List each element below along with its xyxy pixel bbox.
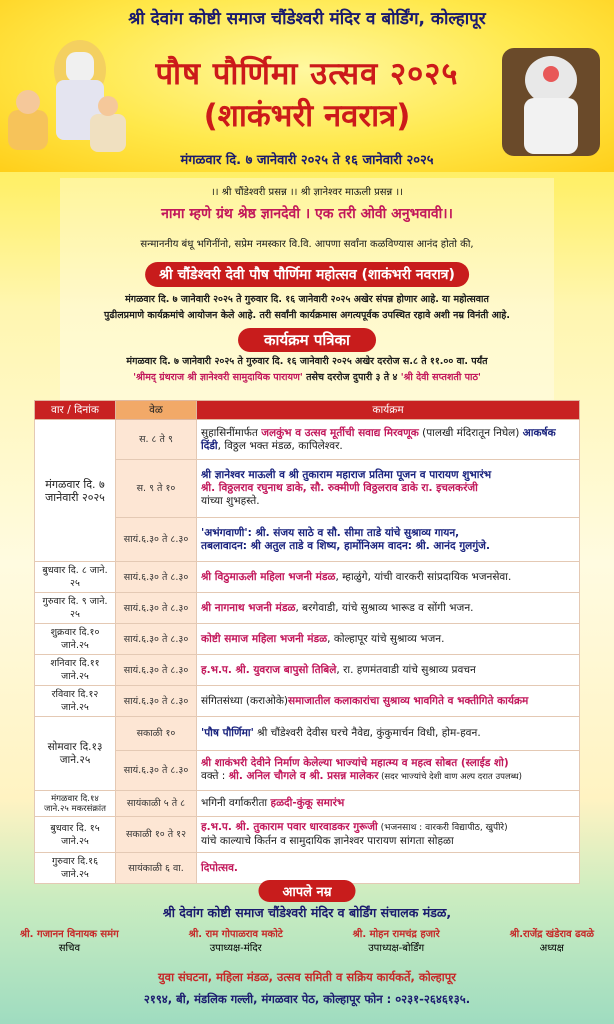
date-cell: शुक्रवार दि.१० जाने.२५	[35, 624, 116, 655]
date-cell: मंगळवार दि. ७ जानेवारी २०२५	[35, 420, 116, 562]
table-row	[35, 460, 580, 518]
committee-name: श्री देवांग कोष्टी समाज चौंडेश्वरी मंदिर व बोर्डिंग संचालक मंडळ,	[162, 905, 452, 920]
table-row	[35, 655, 580, 686]
date-cell: मंगळवार दि.१४ जाने.२५ मकरसंक्रांत	[35, 791, 116, 817]
program-cell	[197, 518, 580, 562]
header-program: कार्यक्रम	[197, 401, 580, 420]
time-cell: सायंकाळी ६ वा.	[116, 853, 197, 884]
signatory	[20, 926, 119, 954]
program-text: तबलावादन: श्री अतुल ताडे व शिष्य, हार्मोनिअम वादन: श्री. आनंद गुलगुंजे.	[201, 539, 490, 552]
program-cell	[197, 791, 580, 817]
program-highlight: श्री ज्ञानेश्वर माऊली व श्री तुकाराम महाराज प्रतिमा पूजन व पारायण शुभारंभ	[201, 469, 492, 481]
program-cell	[197, 420, 580, 460]
program-cell	[197, 593, 580, 624]
festival-subtitle: (शाकंभरी नवरात्र)	[203, 98, 411, 134]
program-pill: कार्यक्रम पत्रिका	[238, 328, 376, 352]
program-note: (भजनसाथ : वारकरी विद्यापीठ, खुपीरे)	[377, 823, 508, 833]
program-highlight: आकर्षक दिंडी	[201, 426, 556, 452]
program-cell	[197, 717, 580, 751]
date-cell: बुधवार दि. ८ जाने. २५	[35, 562, 116, 593]
program-highlight: ह.भ.प. श्री. तुकाराम पवार धारवाडकर गुरूजी	[201, 821, 378, 833]
program-cell	[197, 562, 580, 593]
time-cell: सायं.६.३० ते ८.३०	[116, 655, 197, 686]
time-cell: सायं.६.३० ते ८.३०	[116, 686, 197, 717]
time-cell: सायंकाळी ५ ते ८	[116, 791, 197, 817]
table-row	[35, 791, 580, 817]
header-banner	[0, 0, 614, 172]
program-text: सुहासिनींमार्फत	[201, 426, 262, 439]
program-text: भगिनी वर्गाकरीता	[201, 797, 271, 809]
program-text: , रा. हणमंतवाडी यांचे सुश्राव्य प्रवचन	[336, 663, 476, 676]
date-cell: गुरुवार दि. ९ जाने. २५	[35, 593, 116, 624]
signatory-name: श्री. मोहन रामचंद्र हजारे	[352, 929, 440, 940]
groups-line: युवा संघटना, महिला मंडळ, उत्सव समिती व सक्रिय कार्यकर्ते, कोल्हापूर	[158, 970, 456, 984]
table-row	[35, 593, 580, 624]
program-highlight: श्री विठुमाऊली महिला भजनी मंडळ	[201, 570, 336, 583]
time-cell: सायं.६.३० ते ८.३०	[116, 751, 197, 791]
program-text: 'अभंगवाणी': श्री. संजय साठे व सौ. सीमा ताडे यांचे सुश्राव्य गायन,	[201, 526, 460, 539]
program-highlight: जलकुंभ व उत्सव मूर्तीची सवाद्य मिरवणूक	[261, 426, 419, 439]
table-row	[35, 562, 580, 593]
saptashati-text: 'श्री देवी सप्तशती पाठ'	[400, 372, 481, 383]
program-highlight: कोष्टी समाज महिला भजनी मंडळ	[201, 632, 328, 645]
time-cell: स. ९ ते १०	[116, 460, 197, 518]
daily-mid-text: तसेच दररोज दुपारी ३ ते ४	[302, 372, 401, 383]
date-cell: गुरुवार दि.१६ जाने.२५	[35, 853, 116, 884]
program-highlight: 'पौष पौर्णिमा'	[201, 727, 254, 739]
program-cell	[197, 655, 580, 686]
date-cell: शनिवार दि.११ जाने.२५	[35, 655, 116, 686]
header-time: वेळ	[116, 401, 197, 420]
time-cell: सायं.६.३० ते ८.३०	[116, 593, 197, 624]
table-row	[35, 817, 580, 853]
time-cell: सायं.६.३० ते ८.३०	[116, 518, 197, 562]
signatory-role: सचिव	[58, 943, 81, 954]
blessing-line: ।। श्री चौंडेश्वरी प्रसन्न ।। श्री ज्ञानेश्वर माऊली प्रसन्न ।।	[210, 187, 403, 198]
verse-line: नामा म्हणे ग्रंथ श्रेष्ठ ज्ञानदेवी । एक तरी ओवी अनुभवावी।।	[161, 206, 453, 222]
table-row	[35, 686, 580, 717]
table-row	[35, 624, 580, 655]
parayan-text: 'श्रीमद् ग्रंथराज श्री ज्ञानेश्वरी सामुदायिक पारायण'	[133, 372, 303, 383]
program-text: , विठ्ठल भक्त मंडळ, कापिलेश्वर.	[217, 439, 343, 452]
program-highlight: ह.भ.प. श्री. युवराज बापुसो तिबिले	[201, 663, 337, 676]
signatory-name: श्री.राजेंद्र खंडेराव ढवळे	[509, 929, 594, 940]
program-text: वक्ते :	[201, 770, 229, 782]
daily-line-2	[0, 370, 614, 383]
program-highlight: श्री शाकंभरी देवीने निर्माण केलेल्या भाज्यांचे महात्म्य व महत्व सोबत (स्लाईड शो)	[201, 757, 509, 769]
program-text: , कोल्हापूर यांचे सुश्राव्य भजन.	[327, 632, 445, 645]
program-highlight: दिपोत्सव.	[201, 861, 238, 874]
table-row	[35, 420, 580, 460]
daily-line-1: मंगळवार दि. ७ जानेवारी २०२५ ते गुरुवार दि. १६ जानेवारी २०२५ अखेर दररोज स.८ ते ११.०० वा. पर्यंत	[126, 356, 488, 367]
festival-pill: श्री चौंडेश्वरी देवी पौष पौर्णिमा महोत्सव (शाकंभरी नवरात्र)	[145, 262, 469, 287]
time-cell: सकाळी १०	[116, 717, 197, 751]
date-cell: रविवार दि.१२ जाने.२५	[35, 686, 116, 717]
greeting-line: सन्माननीय बंधू भगिनींनो, सप्रेम नमस्कार वि.वि. आपणा सर्वांना कळविण्यास आनंद होतो की,	[140, 239, 474, 250]
table-row	[35, 853, 580, 884]
signatories	[20, 926, 594, 954]
table-row	[35, 751, 580, 791]
program-text: संगितसंध्या (कराओके)	[201, 694, 288, 707]
program-text: , म्हाळुंगे, यांची वारकरी सांप्रदायिक भजनसेवा.	[335, 570, 512, 583]
time-cell: सायं.६.३० ते ८.३०	[116, 624, 197, 655]
program-cell	[197, 460, 580, 518]
time-cell: सकाळी १० ते १२	[116, 817, 197, 853]
signatory	[189, 926, 283, 954]
festival-title: पौष पौर्णिमा उत्सव २०२५	[155, 56, 459, 92]
address-line: २१९४, बी, मंडलिक गल्ली, मंगळवार पेठ, कोल्हापूर फोन : ०२३१-२६४६१३५.	[143, 992, 471, 1006]
program-table	[34, 400, 580, 884]
signatory-name: श्री. गजानन विनायक समंग	[20, 929, 119, 940]
program-highlight: श्री. विठ्ठलराव रघुनाथ डाके, सौ. रुक्मीणी विठ्ठलराव डाके रा. इचलकरंजी	[201, 482, 478, 494]
footer-pill: आपले नम्र	[259, 880, 356, 902]
time-cell: स. ८ ते ९	[116, 420, 197, 460]
signatory-role: उपाध्यक्ष-मंदिर	[209, 943, 262, 954]
program-cell	[197, 853, 580, 884]
intro-paragraph-1: मंगळवार दि. ७ जानेवारी २०२५ ते गुरुवार दि. १६ जानेवारी २०२५ अखेर संपन्न होणार आहे. या महोत्सवात	[125, 294, 489, 305]
program-text: , बरगेवाडी, यांचे सुश्राव्य भारूड व सोंगी भजन.	[295, 601, 474, 614]
table-header-row	[35, 401, 580, 420]
program-note: (सदर भाज्यांचे देशी वाण अल्प दरात उपलब्ध)	[378, 772, 522, 782]
program-cell	[197, 624, 580, 655]
time-cell: सायं.६.३० ते ८.३०	[116, 562, 197, 593]
signatory-role: उपाध्यक्ष-बोर्डिंग	[368, 943, 425, 954]
program-text: श्री चौंडेश्वरी देवीस घरचे नैवेद्य, कुंकुमार्चन विधी, होम-हवन.	[253, 727, 481, 739]
program-cell	[197, 817, 580, 853]
date-cell: बुधवार दि. १५ जाने.२५	[35, 817, 116, 853]
table-row	[35, 518, 580, 562]
organization-name: श्री देवांग कोष्टी समाज चौंडेश्वरी मंदिर व बोर्डिंग, कोल्हापूर	[128, 9, 486, 29]
signatory	[353, 926, 440, 954]
signatory-role: अध्यक्ष	[539, 943, 564, 954]
program-highlight: समाजातील कलाकारांचा सुश्राव्य भावगिते व भक्तीगिते कार्यक्रम	[287, 694, 529, 707]
program-highlight: हळदी-कुंकू समारंभ	[270, 797, 345, 809]
program-highlight: श्री. अनिल चौगले व श्री. प्रसन्न मालेकर	[228, 770, 379, 782]
date-cell: सोमवार दि.१३ जाने.२५	[35, 717, 116, 791]
program-text: यांचे काल्याचे किर्तन व सामुदायिक ज्ञानेश्वर पारायण सांगता सोहळा	[201, 835, 454, 847]
program-cell	[197, 751, 580, 791]
header-date: वार / दिनांक	[35, 401, 116, 420]
program-text: यांच्या शुभहस्ते.	[201, 495, 260, 507]
intro-paragraph-2: पुढीलप्रमाणे कार्यक्रमांचे आयोजन केले आहे. तरी सर्वांनी कार्यक्रमास अगत्यपूर्वक उपस्थित रहावे अशी नम्र विनंती आहे.	[104, 310, 510, 321]
program-cell	[197, 686, 580, 717]
signatory	[510, 926, 594, 954]
signatory-name: श्री. राम गोपाळराव मकोटे	[188, 929, 283, 940]
program-text: (पालखी मंदिरातून निघेल)	[418, 426, 523, 439]
table-row	[35, 717, 580, 751]
festival-dates: मंगळवार दि. ७ जानेवारी २०२५ ते १६ जानेवारी २०२५	[180, 153, 434, 168]
program-highlight: श्री नागनाथ भजनी मंडळ	[201, 601, 296, 614]
